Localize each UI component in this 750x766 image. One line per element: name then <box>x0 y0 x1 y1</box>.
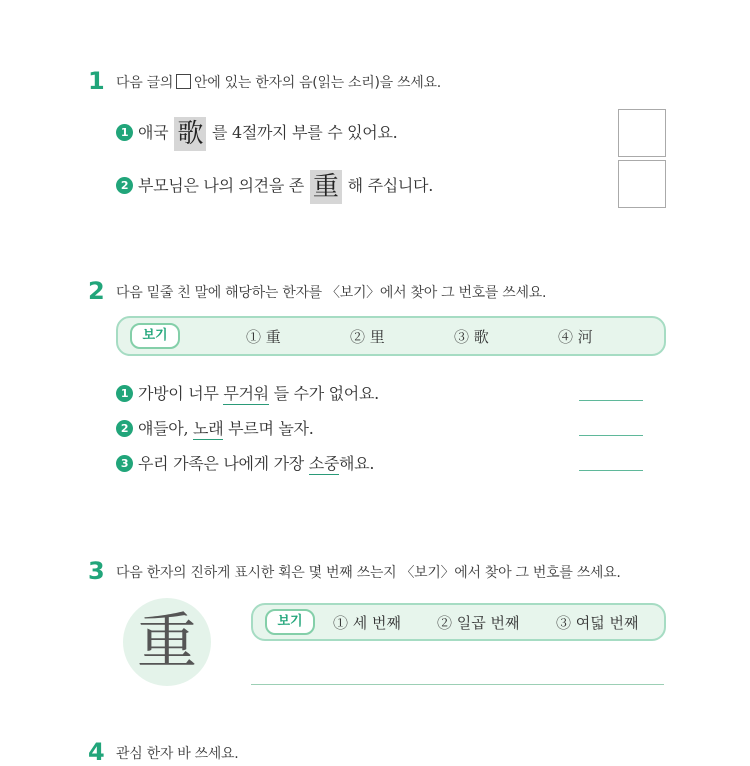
item-number-badge: 2 <box>116 177 133 194</box>
item-number-badge: 1 <box>116 385 133 402</box>
item-number-badge: 3 <box>116 455 133 472</box>
bogi-option-2: ② 일곱 번째 <box>437 614 520 632</box>
question-4-number: 4 <box>88 738 105 766</box>
q2-item-3-after: 해요. <box>339 454 375 473</box>
q1-text-before: 다음 글의 <box>116 75 174 91</box>
item-number-badge: 1 <box>116 124 133 141</box>
answer-box-1[interactable] <box>618 109 666 157</box>
underlined-word: 무거워 <box>223 384 269 403</box>
question-2-number: 2 <box>88 277 105 305</box>
square-box-icon <box>176 74 191 89</box>
answer-box-2[interactable] <box>618 160 666 208</box>
bogi-label: 보기 <box>130 323 180 349</box>
bogi-option-4: ④ 河 <box>558 328 593 346</box>
question-1-number: 1 <box>88 67 105 95</box>
q1-item-2 <box>116 170 433 204</box>
answer-line-1[interactable] <box>579 400 643 401</box>
hanja-highlight: 歌 <box>174 117 206 151</box>
q1-item-1-before: 애국 <box>138 123 169 142</box>
bogi-options-box <box>116 316 666 356</box>
bogi-label: 보기 <box>265 609 315 635</box>
q2-item-2-after: 부르며 놀자. <box>223 419 314 438</box>
hanja-highlight: 重 <box>310 170 342 204</box>
question-2-instruction: 다음 밑줄 친 말에 해당하는 한자를 〈보기〉에서 찾아 그 번호를 쓰세요. <box>116 285 547 301</box>
answer-line-3[interactable] <box>579 470 643 471</box>
bogi-option-3: ③ 歌 <box>454 328 489 346</box>
q2-item-2-before: 얘들아, <box>138 419 194 438</box>
q2-item-3-before: 우리 가족은 나에게 가장 <box>138 454 309 473</box>
underlined-word: 노래 <box>193 419 224 438</box>
bogi-option-2: ② 里 <box>350 328 385 346</box>
underlined-word: 소중 <box>308 454 340 473</box>
q1-text-after: 안에 있는 한자의 음(읽는 소리)을 쓰세요. <box>194 75 441 91</box>
answer-line-2[interactable] <box>579 435 643 436</box>
q2-item-1-after: 들 수가 없어요. <box>268 384 379 403</box>
q1-item-2-after: 해 주십니다. <box>347 176 433 195</box>
question-4-instruction: 관심 한자 바 쓰세요. <box>116 746 239 762</box>
q2-item-1 <box>116 381 379 404</box>
hanja-circle <box>123 598 211 686</box>
answer-line-q3[interactable] <box>251 684 664 685</box>
question-1-instruction <box>116 72 441 92</box>
question-3-instruction: 다음 한자의 진하게 표시한 획은 몇 번째 쓰는지 〈보기〉에서 찾아 그 번호를 쓰세요. <box>116 565 621 581</box>
q2-item-1-before: 가방이 너무 <box>138 384 224 403</box>
q1-item-1-after: 를 4절까지 부를 수 있어요. <box>212 123 398 142</box>
q1-item-1 <box>116 117 397 151</box>
bogi-option-1: ① 重 <box>246 328 281 346</box>
bogi-option-1: ① 세 번째 <box>333 614 402 632</box>
hanja-character: 重 <box>137 607 197 677</box>
q1-item-2-before: 부모님은 나의 의견을 존 <box>138 176 304 195</box>
question-3-number: 3 <box>88 557 105 585</box>
q2-item-2 <box>116 416 314 439</box>
bogi-options-box-3 <box>251 603 666 641</box>
bogi-option-3: ③ 여덟 번째 <box>556 614 639 632</box>
q2-item-3 <box>116 451 374 474</box>
item-number-badge: 2 <box>116 420 133 437</box>
